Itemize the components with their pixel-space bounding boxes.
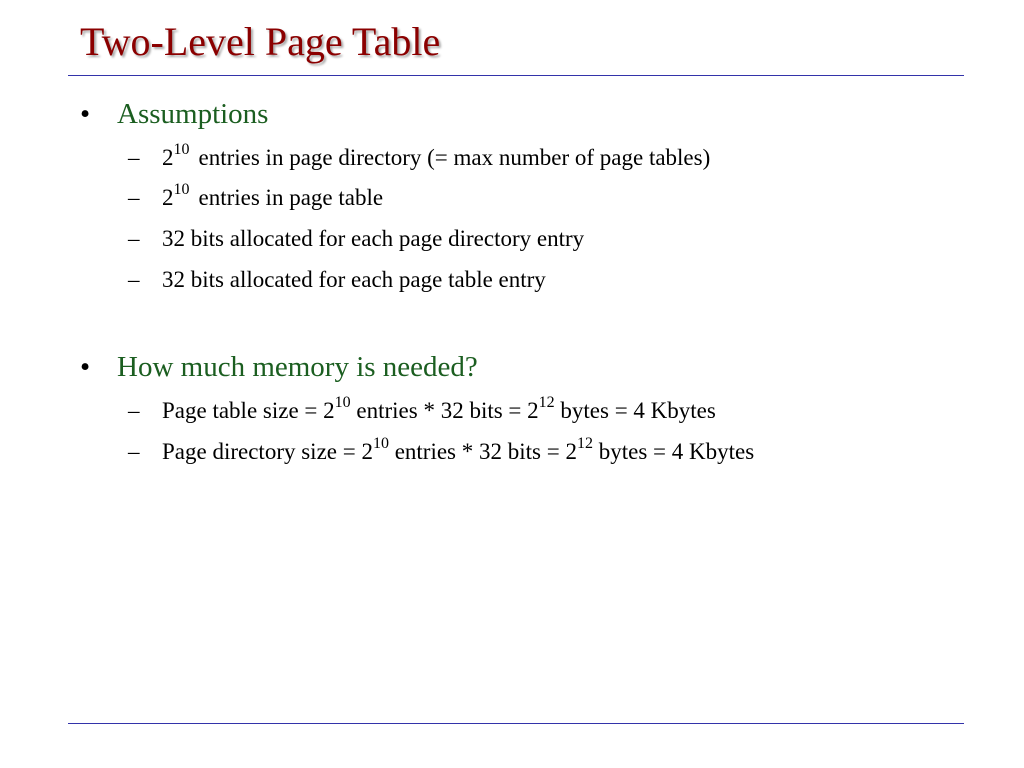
sub-item-text: [162, 142, 710, 174]
bullet-label: Assumptions: [117, 98, 269, 130]
bullet-label: How much memory is needed?: [117, 351, 478, 383]
power-base: 2: [162, 185, 174, 210]
dash-mark: –: [128, 145, 140, 170]
sub-item: [128, 436, 948, 468]
sub-item-text: [162, 395, 716, 427]
sub-item: [128, 142, 948, 174]
bullet-mark: •: [80, 351, 91, 383]
bullet-memory-needed: [80, 347, 960, 387]
sub-item-text: [162, 182, 383, 214]
sub-item: [128, 223, 948, 255]
title-rule: [68, 75, 964, 76]
dash-mark: –: [128, 439, 140, 464]
dash-mark: –: [128, 226, 140, 251]
equation-part: entries * 32 bits = 2: [350, 398, 539, 423]
sub-item: [128, 395, 948, 427]
dash-mark: –: [128, 185, 140, 210]
bullet-assumptions: [80, 94, 960, 134]
power-exponent: 12: [576, 435, 593, 453]
slide-title: Two-Level Page Table: [80, 19, 441, 64]
equation-part: entries * 32 bits = 2: [388, 439, 577, 464]
sub-item-rest: entries in page directory (= max number of page tables): [198, 145, 711, 170]
dash-mark: –: [128, 267, 140, 292]
sub-item-text: [162, 436, 754, 468]
bullet-mark: •: [80, 98, 91, 130]
sub-item: [128, 264, 948, 296]
sub-item-text: 32 bits allocated for each page directory entry: [162, 226, 585, 251]
equation-part: bytes = 4 Kbytes: [592, 439, 755, 464]
power-exponent: 10: [334, 394, 351, 412]
sub-item-rest: entries in page table: [198, 185, 384, 210]
power-exponent: 10: [173, 181, 190, 199]
power-exponent: 10: [173, 141, 190, 159]
footer-rule: [68, 723, 964, 724]
sub-item: [128, 182, 948, 214]
power-exponent: 10: [372, 435, 389, 453]
sub-item-text: 32 bits allocated for each page table entry: [162, 267, 546, 292]
equation-part: Page directory size = 2: [162, 439, 373, 464]
power-exponent: 12: [538, 394, 555, 412]
power-base: 2: [162, 145, 174, 170]
equation-part: bytes = 4 Kbytes: [554, 398, 716, 423]
equation-part: Page table size = 2: [162, 398, 335, 423]
dash-mark: –: [128, 398, 140, 423]
